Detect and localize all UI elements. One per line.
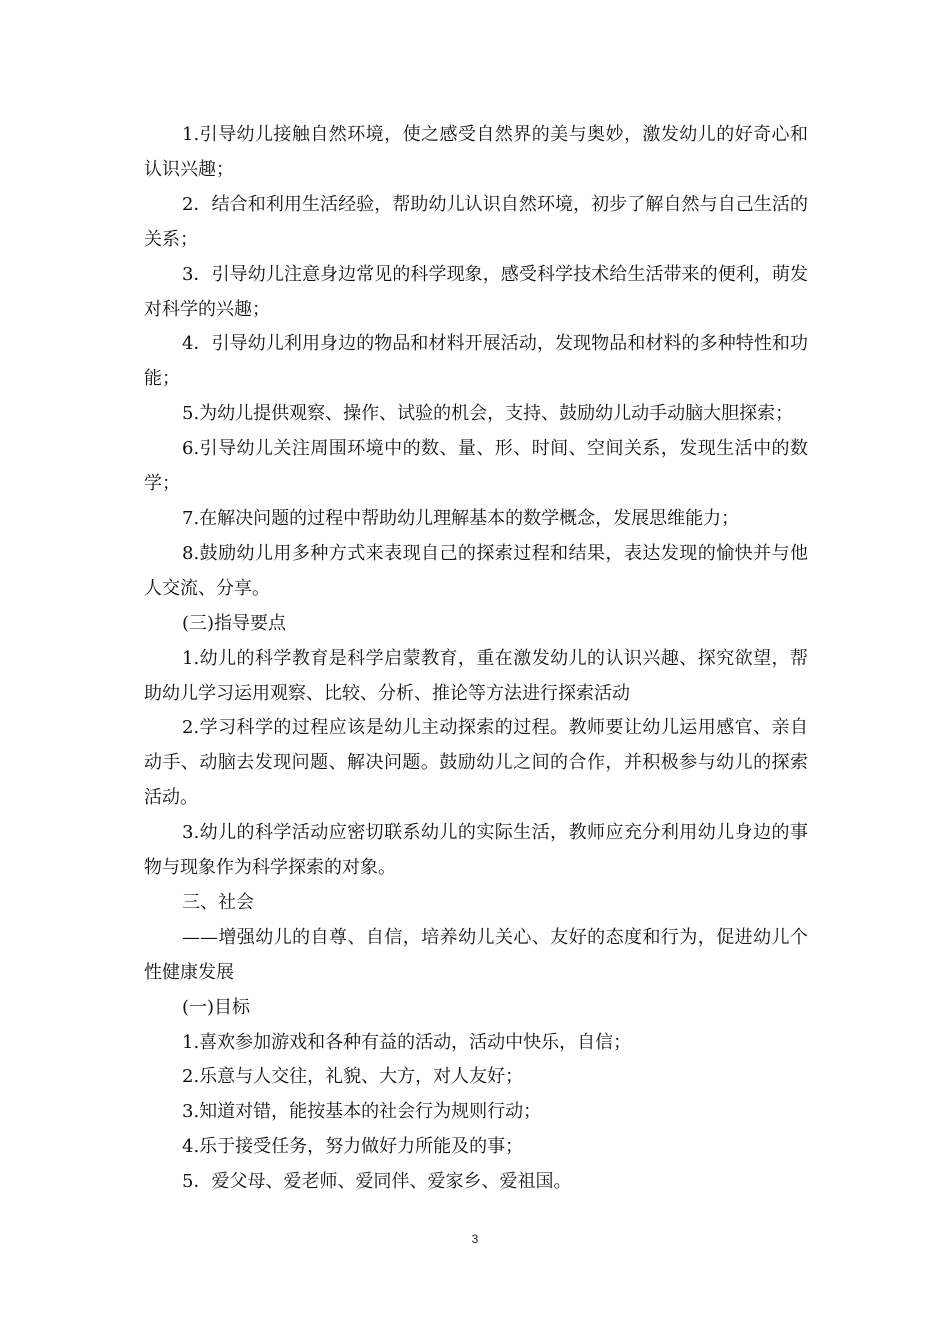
paragraph-science-goal-4: 4．引导幼儿利用身边的物品和材料开展活动，发现物品和材料的多种特性和功能； [144,333,808,390]
paragraph-science-goal-3: 3．引导幼儿注意身边常见的科学现象，感受科学技术给生活带来的便利，萌发对科学的兴趣； [144,263,808,320]
heading-society-section: 三、社会 [182,891,254,913]
paragraph-science-goal-8: 8.鼓励幼儿用多种方式来表现自己的探索过程和结果，表达发现的愉快并与他人交流、分享。 [144,542,808,599]
paragraph-guidance-3: 3.幼儿的科学活动应密切联系幼儿的实际生活，教师应充分利用幼儿身边的事物与现象作为科学探索的对象。 [144,822,808,879]
paragraph-society-goal-2: 2.乐意与人交往，礼貌、大方，对人友好； [182,1066,524,1088]
paragraph-society-goal-4: 4.乐于接受任务，努力做好力所能及的事； [182,1136,524,1158]
paragraph-society-goal-5: 5．爱父母、爱老师、爱同伴、爱家乡、爱祖国。 [182,1171,572,1193]
paragraph-society-summary: ——增强幼儿的自尊、自信，培养幼儿关心、友好的态度和行为，促进幼儿个性健康发展 [144,926,808,983]
paragraph-science-goal-2: 2．结合和利用生活经验，帮助幼儿认识自然环境，初步了解自然与自己生活的关系； [144,193,808,250]
heading-guidance-points: (三)指导要点 [182,612,287,634]
paragraph-science-goal-7: 7.在解决问题的过程中帮助幼儿理解基本的数学概念，发展思维能力； [182,507,740,529]
paragraph-science-goal-5: 5.为幼儿提供观察、操作、试验的机会，支持、鼓励幼儿动手动脑大胆探索； [182,403,794,425]
paragraph-guidance-2: 2.学习科学的过程应该是幼儿主动探索的过程。教师要让幼儿运用感官、亲自动手、动脑去发现问题、解决问题。鼓励幼儿之间的合作，并积极参与幼儿的探索活动。 [144,717,808,809]
page-number: 3 [471,1232,479,1246]
paragraph-society-goal-3: 3.知道对错，能按基本的社会行为规则行动； [182,1101,542,1123]
paragraph-society-goal-1: 1.喜欢参加游戏和各种有益的活动，活动中快乐，自信； [182,1031,632,1053]
paragraph-guidance-1: 1.幼儿的科学教育是科学启蒙教育，重在激发幼儿的认识兴趣、探究欲望，帮助幼儿学习运用观察、比较、分析、推论等方法进行探索活动 [144,647,808,704]
document-body [144,118,808,1200]
paragraph-science-goal-6: 6.引导幼儿关注周围环境中的数、量、形、时间、空间关系，发现生活中的数学； [144,438,808,495]
heading-society-goals: (一)目标 [182,996,251,1018]
paragraph-science-goal-1: 1.引导幼儿接触自然环境，使之感受自然界的美与奥妙，激发幼儿的好奇心和认识兴趣； [144,124,808,180]
